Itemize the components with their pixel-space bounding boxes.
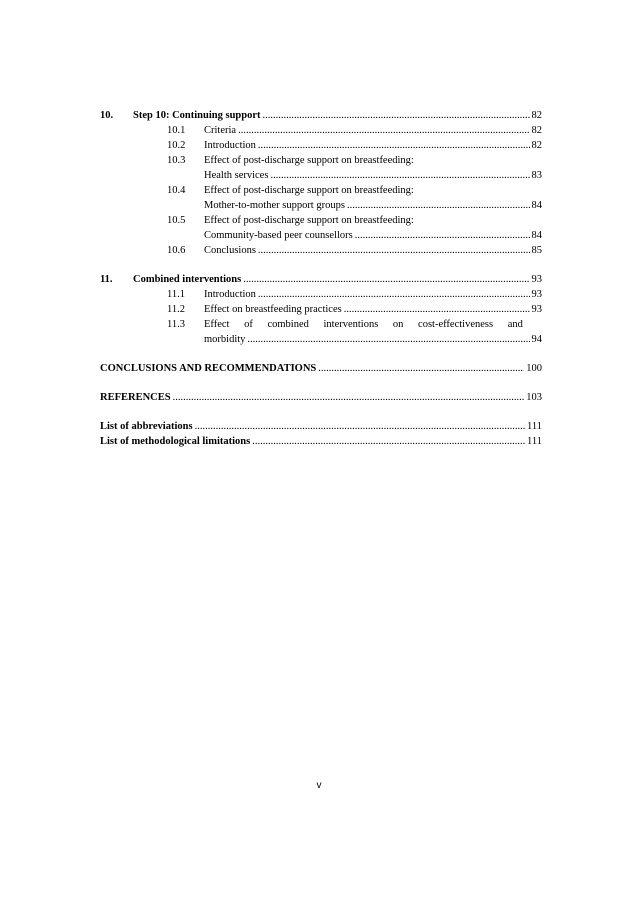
page-number: 82 bbox=[531, 125, 542, 136]
dot-leader bbox=[252, 434, 525, 449]
subsection-title: Introduction bbox=[204, 289, 256, 300]
page-number: 111 bbox=[527, 421, 542, 432]
dot-leader bbox=[258, 243, 530, 258]
subsection-title: Criteria bbox=[204, 125, 237, 136]
page-number: 82 bbox=[531, 110, 542, 121]
subsection-number: 11.2 bbox=[167, 304, 185, 315]
subsection-title: Effect of post-discharge support on breastfeeding: bbox=[204, 215, 414, 226]
page-number: 85 bbox=[531, 245, 542, 256]
dot-leader bbox=[258, 138, 530, 153]
dot-leader bbox=[344, 302, 530, 317]
dot-leader bbox=[173, 390, 525, 405]
abbreviations-title: List of abbreviations bbox=[100, 421, 193, 432]
subsection-number: 10.3 bbox=[167, 155, 186, 166]
references-title: REFERENCES bbox=[100, 392, 171, 403]
section-number: 10. bbox=[100, 110, 114, 121]
toc-entry-11-3[interactable] bbox=[100, 317, 542, 332]
page-number: 93 bbox=[531, 274, 542, 285]
dot-leader bbox=[347, 198, 530, 213]
dot-leader bbox=[318, 361, 524, 376]
toc-entry-10-4-continued[interactable] bbox=[100, 198, 542, 213]
toc-entry-10-4[interactable] bbox=[100, 183, 542, 198]
toc-entry-10-2[interactable] bbox=[100, 138, 542, 153]
subsection-number: 10.5 bbox=[167, 215, 186, 226]
subsection-title: Conclusions bbox=[204, 245, 256, 256]
table-of-contents bbox=[100, 108, 542, 449]
page-number: 100 bbox=[526, 363, 542, 374]
subsection-number: 11.3 bbox=[167, 319, 185, 330]
subsection-number: 10.6 bbox=[167, 245, 186, 256]
page-number: 82 bbox=[531, 140, 542, 151]
toc-entry-11-1[interactable] bbox=[100, 287, 542, 302]
toc-entry-references[interactable] bbox=[100, 390, 542, 405]
subsection-title-continued: Health services bbox=[204, 170, 269, 181]
page-number: 93 bbox=[531, 289, 542, 300]
page-number: 111 bbox=[527, 436, 542, 447]
section-title: Combined interventions bbox=[133, 274, 242, 285]
dot-leader bbox=[195, 419, 525, 434]
toc-entry-conclusions[interactable] bbox=[100, 361, 542, 376]
limitations-title: List of methodological limitations bbox=[100, 436, 251, 447]
dot-leader bbox=[247, 332, 529, 347]
section-number: 11. bbox=[100, 274, 113, 285]
subsection-title: Effect of post-discharge support on breastfeeding: bbox=[204, 155, 414, 166]
page-number: 84 bbox=[531, 200, 542, 211]
toc-entry-10-1[interactable] bbox=[100, 123, 542, 138]
dot-leader bbox=[355, 228, 530, 243]
page-number: 93 bbox=[531, 304, 542, 315]
toc-entry-10-3-continued[interactable] bbox=[100, 168, 542, 183]
subsection-number: 10.4 bbox=[167, 185, 186, 196]
spacer bbox=[100, 376, 542, 390]
dot-leader bbox=[270, 168, 529, 183]
subsection-title: Effect of post-discharge support on breastfeeding: bbox=[204, 185, 414, 196]
conclusions-title: CONCLUSIONS AND RECOMMENDATIONS bbox=[100, 363, 317, 374]
toc-entry-10-5-continued[interactable] bbox=[100, 228, 542, 243]
section-title: Step 10: Continuing support bbox=[133, 110, 261, 121]
toc-entry-10-3[interactable] bbox=[100, 153, 542, 168]
footer-page-number: v bbox=[316, 780, 322, 791]
subsection-title: Effect on breastfeeding practices bbox=[204, 304, 342, 315]
subsection-title: Introduction bbox=[204, 140, 256, 151]
spacer bbox=[100, 258, 542, 272]
page-number: 83 bbox=[531, 170, 542, 181]
dot-leader bbox=[238, 123, 529, 138]
subsection-number: 11.1 bbox=[167, 289, 185, 300]
page-number: 84 bbox=[531, 230, 542, 241]
toc-entry-limitations[interactable] bbox=[100, 434, 542, 449]
toc-entry-10-5[interactable] bbox=[100, 213, 542, 228]
subsection-title: Effect of combined interventions on cost-effectiveness and bbox=[204, 319, 523, 330]
subsection-number: 10.1 bbox=[167, 125, 186, 136]
toc-entry-section-11[interactable] bbox=[100, 272, 542, 287]
toc-entry-11-3-continued[interactable] bbox=[100, 332, 542, 347]
subsection-title-continued: Community-based peer counsellors bbox=[204, 230, 353, 241]
toc-entry-abbreviations[interactable] bbox=[100, 419, 542, 434]
page-number: 94 bbox=[531, 334, 542, 345]
page-number: 103 bbox=[526, 392, 542, 403]
spacer bbox=[100, 347, 542, 361]
toc-entry-10-6[interactable] bbox=[100, 243, 542, 258]
toc-entry-11-2[interactable] bbox=[100, 302, 542, 317]
subsection-title-continued: Mother-to-mother support groups bbox=[204, 200, 345, 211]
dot-leader bbox=[258, 287, 530, 302]
spacer bbox=[100, 405, 542, 419]
subsection-number: 10.2 bbox=[167, 140, 186, 151]
toc-entry-section-10[interactable] bbox=[100, 108, 542, 123]
dot-leader bbox=[263, 108, 530, 123]
subsection-title-continued: morbidity bbox=[204, 334, 246, 345]
dot-leader bbox=[243, 272, 529, 287]
